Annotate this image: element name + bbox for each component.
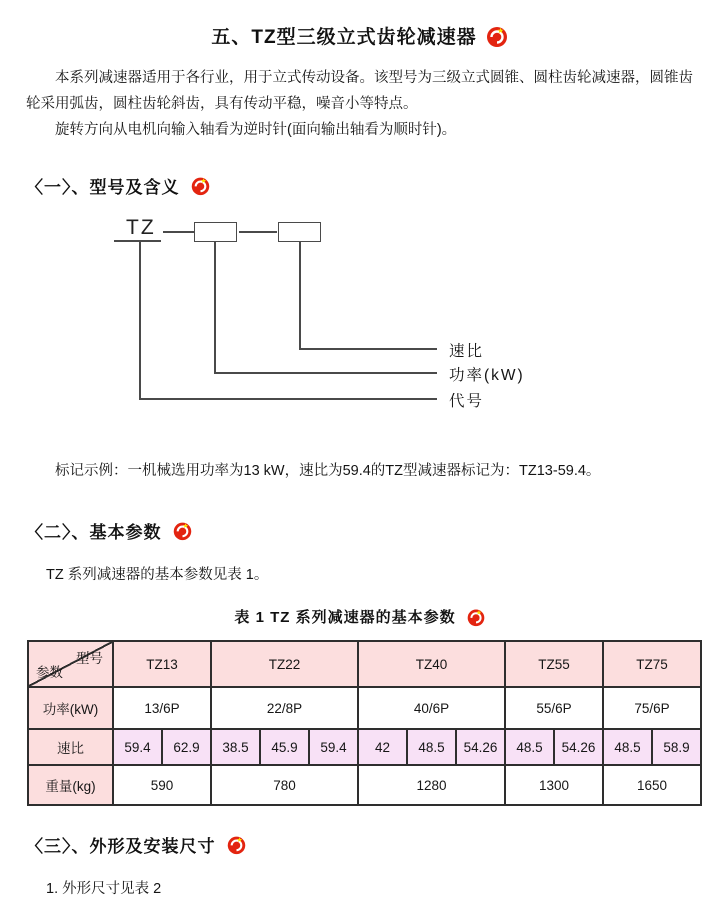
diagram-underline bbox=[114, 240, 161, 242]
marking-example: 标记示例：一机械选用功率为13 kW，速比为59.4的TZ型减速器标记为：TZ13-59.4。 bbox=[55, 463, 601, 479]
corner-cell bbox=[28, 641, 113, 687]
ratio-cell: 59.4 bbox=[309, 729, 358, 765]
weight-row-label: 重量(kg) bbox=[28, 765, 113, 805]
model-designation-diagram bbox=[0, 210, 720, 460]
ratio-cell: 38.5 bbox=[211, 729, 260, 765]
ratio-cell: 42 bbox=[358, 729, 407, 765]
gear-logo-icon bbox=[172, 520, 193, 541]
power-row bbox=[28, 687, 701, 729]
ratio-row bbox=[28, 729, 701, 765]
diagram-dash-line bbox=[163, 231, 194, 233]
dims-note: 1. 外形尺寸见表 2 bbox=[46, 881, 162, 897]
ratio-row-label: 速比 bbox=[28, 729, 113, 765]
model-header-tz75: TZ75 bbox=[603, 641, 701, 687]
weight-cell: 1280 bbox=[358, 765, 505, 805]
params-note: TZ 系列减速器的基本参数见表 1。 bbox=[46, 567, 269, 583]
table-caption: 表 1 TZ 系列减速器的基本参数 bbox=[234, 609, 456, 626]
power-row-label: 功率(kW) bbox=[28, 687, 113, 729]
intro-paragraph-2: 旋转方向从电机向输入轴看为逆时针(面向输出轴看为顺时针)。 bbox=[55, 122, 457, 138]
weight-cell: 590 bbox=[113, 765, 211, 805]
model-header-tz40: TZ40 bbox=[358, 641, 505, 687]
model-header-tz13: TZ13 bbox=[113, 641, 211, 687]
intro-paragraph-1: 本系列减速器适用于各行业，用于立式传动设备。该型号为三级立式圆锥、圆柱齿轮减速器，圆锥齿轮采用弧齿，圆柱齿轮斜齿，具有传动平稳，噪音小等特点。 bbox=[26, 70, 693, 112]
model-header-row bbox=[28, 641, 701, 687]
diagram-box-ratio bbox=[278, 222, 321, 242]
ratio-cell: 59.4 bbox=[113, 729, 162, 765]
power-cell: 22/8P bbox=[211, 687, 358, 729]
section-params-heading-row bbox=[26, 518, 720, 543]
power-cell: 55/6P bbox=[505, 687, 603, 729]
section-model-heading: 〈一〉、型号及含义 bbox=[26, 178, 180, 197]
page-title: 五、TZ型三级立式齿轮减速器 bbox=[211, 27, 477, 48]
diagram-prefix-tz: TZ bbox=[126, 216, 156, 239]
section-dims-heading: 〈三〉、外形及安装尺寸 bbox=[26, 837, 216, 856]
gear-logo-icon bbox=[190, 175, 211, 196]
gear-logo-icon bbox=[226, 834, 247, 855]
weight-cell: 1650 bbox=[603, 765, 701, 805]
ratio-cell: 48.5 bbox=[505, 729, 554, 765]
diagram-label-code: 代号 bbox=[449, 393, 485, 410]
table-caption-row bbox=[0, 606, 720, 627]
diagram-leader-power-vertical bbox=[214, 242, 216, 372]
weight-cell: 780 bbox=[211, 765, 358, 805]
gear-logo-icon bbox=[485, 24, 509, 48]
ratio-cell: 48.5 bbox=[407, 729, 456, 765]
gear-logo-icon bbox=[466, 607, 486, 627]
model-header-tz55: TZ55 bbox=[505, 641, 603, 687]
diagram-leader-power-horizontal bbox=[214, 372, 437, 374]
diagram-label-ratio: 速比 bbox=[449, 343, 485, 360]
power-cell: 13/6P bbox=[113, 687, 211, 729]
section-model-heading-row bbox=[26, 173, 720, 198]
section-dims-heading-row bbox=[26, 832, 720, 857]
diagram-dash-line bbox=[239, 231, 277, 233]
ratio-cell: 45.9 bbox=[260, 729, 309, 765]
diagram-leader-code-horizontal bbox=[139, 398, 437, 400]
corner-label-model: 型号 bbox=[76, 651, 103, 666]
diagram-leader-code-vertical bbox=[139, 241, 141, 398]
weight-cell: 1300 bbox=[505, 765, 603, 805]
power-cell: 40/6P bbox=[358, 687, 505, 729]
diagram-leader-ratio-vertical bbox=[299, 242, 301, 348]
ratio-cell: 62.9 bbox=[162, 729, 211, 765]
basic-params-table bbox=[27, 640, 702, 806]
title-row bbox=[0, 22, 720, 49]
intro-block bbox=[26, 65, 694, 143]
diagram-box-power bbox=[194, 222, 237, 242]
weight-row bbox=[28, 765, 701, 805]
model-header-tz22: TZ22 bbox=[211, 641, 358, 687]
power-cell: 75/6P bbox=[603, 687, 701, 729]
section-params-heading: 〈二〉、基本参数 bbox=[26, 523, 162, 542]
ratio-cell: 58.9 bbox=[652, 729, 701, 765]
corner-label-param: 参数 bbox=[36, 665, 63, 680]
diagram-leader-ratio-horizontal bbox=[299, 348, 437, 350]
ratio-cell: 54.26 bbox=[456, 729, 505, 765]
ratio-cell: 54.26 bbox=[554, 729, 603, 765]
ratio-cell: 48.5 bbox=[603, 729, 652, 765]
diagram-label-power: 功率(kW) bbox=[449, 367, 525, 384]
